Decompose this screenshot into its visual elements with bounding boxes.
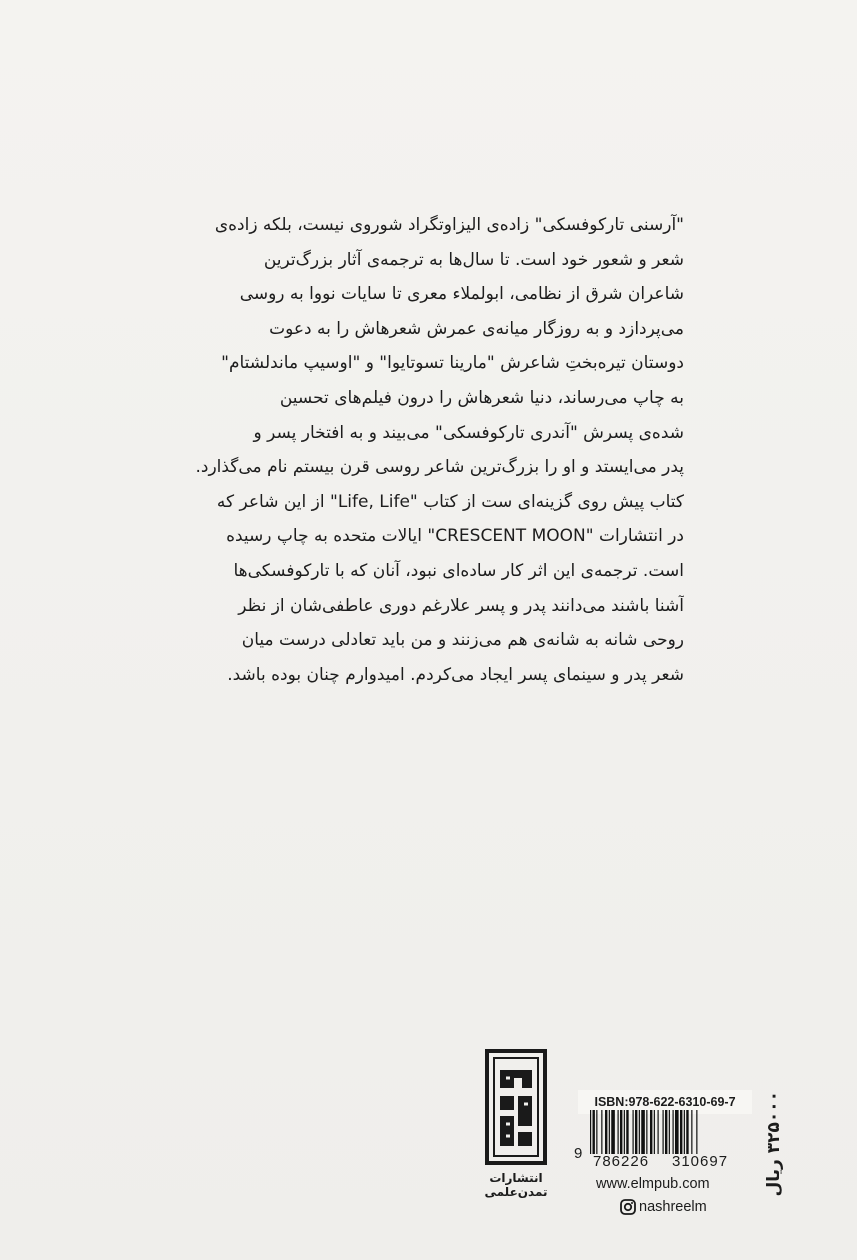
- website-link[interactable]: www.elmpub.com: [596, 1176, 710, 1192]
- barcode-bar: [635, 1110, 637, 1154]
- barcode-bar: [624, 1110, 625, 1154]
- barcode-digits-2: 310697: [672, 1153, 729, 1170]
- publisher-name-2: تمدن‌علمی: [484, 1185, 548, 1199]
- publisher-name: انتشارات: [489, 1171, 543, 1185]
- isbn-label: ISBN:978-622-6310-69-7: [578, 1090, 752, 1114]
- blurb-line: شعر و شعور خود است. تا سال‌ها به ترجمه‌ی آثار بزرگ‌ترین: [263, 249, 684, 270]
- blurb-line: "آرسنی تارکوفسکی" زاده‌ی الیزاوتگراد شوروی نیست، بلکه زاده‌ی: [214, 215, 684, 235]
- barcode-bar: [684, 1110, 685, 1154]
- blurb-line: پدر می‌ایستد و او را بزرگ‌ترین شاعر روسی قرن بیستم نام می‌گذارد.: [195, 457, 684, 478]
- barcode-bar: [601, 1110, 602, 1154]
- blurb-line: روحی شانه به شانه‌ی هم می‌زنند و من باید تعادلی درست میان: [241, 630, 684, 651]
- instagram-name: nashreelm: [639, 1199, 707, 1215]
- barcode-bar: [639, 1110, 640, 1154]
- barcode-bar: [663, 1110, 664, 1154]
- blurb-text: [176, 208, 684, 692]
- barcode-bar: [633, 1110, 634, 1154]
- barcode-bar: [605, 1110, 607, 1154]
- blurb-line: شده‌ی پسرش "آندری تارکوفسکی" می‌بیند و به افتخار پسر و: [253, 422, 684, 443]
- barcode-bar: [669, 1110, 670, 1154]
- barcode-bar: [626, 1110, 628, 1154]
- barcode-bar: [691, 1110, 692, 1154]
- barcode-bar: [686, 1110, 688, 1154]
- barcode-bar: [696, 1110, 697, 1154]
- blurb-line: است. ترجمه‌ی این اثر کار ساده‌ای نبود، آنان که با تارکوفسکی‌ها: [233, 560, 684, 581]
- blurb-line: شاعران شرق از نظامی، ابولملاء معری تا سایات نووا به روسی: [239, 284, 684, 305]
- barcode-bar: [654, 1110, 655, 1154]
- barcode-bar: [593, 1110, 595, 1154]
- barcode-bar: [611, 1110, 615, 1154]
- blurb-line: به چاپ می‌رساند، دنیا شعرهاش را درون فیلم‌های تحسین: [279, 387, 684, 408]
- barcode-bar: [609, 1110, 610, 1154]
- blurb-line: می‌پردازد و به روزگار میانه‌ی عمرش شعرهاش را به دعوت: [269, 318, 684, 339]
- publisher-logo-icon: [484, 1048, 548, 1166]
- publisher-logo: [474, 1048, 558, 1198]
- barcode-bar: [646, 1110, 647, 1154]
- barcode-bar: [675, 1110, 679, 1154]
- barcode-bar: [596, 1110, 597, 1154]
- blurb-line: شعر پدر و سینمای پسر ایجاد می‌کردم. امیدوارم چنان بوده باشد.: [227, 664, 684, 685]
- barcode-digits-1: 786226: [593, 1153, 650, 1170]
- price-label: ۳۲۵۰۰۰ ریال: [764, 1091, 784, 1197]
- barcode-bar: [658, 1110, 659, 1154]
- blurb-line: آشنا باشند می‌دانند پدر و پسر علارغم دوری عاطفی‌شان از نظر: [238, 595, 684, 616]
- barcode: [590, 1110, 748, 1154]
- barcode-bar: [665, 1110, 667, 1154]
- blurb-line: کتاب پیش روی گزینه‌ای ست از کتاب "Life, Life" از این شاعر که: [216, 491, 684, 512]
- barcode-lead-digit: 9: [574, 1145, 583, 1162]
- barcode-bar: [673, 1110, 674, 1154]
- blurb-line: در انتشارات "CRESCENT MOON" ایالات متحده به چاپ رسیده: [226, 526, 684, 547]
- barcode-bar: [590, 1110, 591, 1154]
- barcode-bar: [650, 1110, 652, 1154]
- barcode-bar: [680, 1110, 682, 1154]
- barcode-bar: [618, 1110, 619, 1154]
- instagram-icon: [620, 1199, 636, 1215]
- instagram-handle[interactable]: [620, 1196, 707, 1218]
- blurb-line: دوستان تیره‌بختِ شاعرش "مارینا تسوتایوا" و "اوسیپ ماندلشتام": [221, 353, 684, 374]
- barcode-bar: [620, 1110, 622, 1154]
- barcode-bar: [641, 1110, 645, 1154]
